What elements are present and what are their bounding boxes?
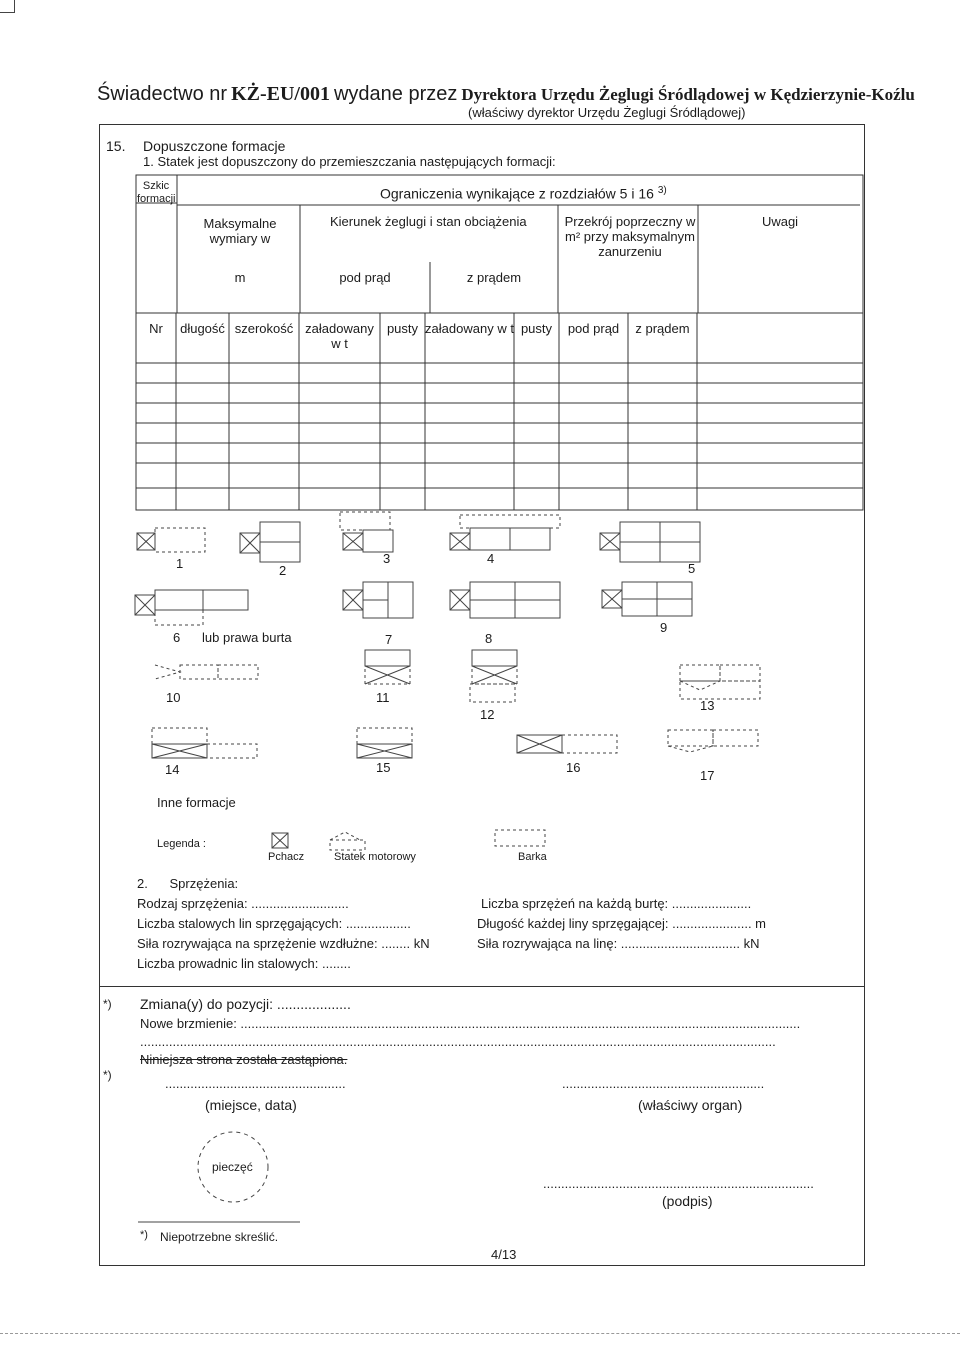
formation-label-13: 13 <box>700 698 715 713</box>
legend-pusher: Pchacz <box>268 851 305 863</box>
section-title: Dopuszczone formacje <box>143 138 286 154</box>
restrictions-text: Ograniczenia wynikające z rozdziałów 5 i 16 <box>380 185 654 202</box>
signature-dots: ........................................................................... <box>543 1176 814 1191</box>
formation-1-sketch <box>137 528 205 552</box>
formation-label-3: 3 <box>383 551 391 566</box>
formation-14-sketch <box>152 728 257 758</box>
formation-label-10: 10 <box>166 690 181 705</box>
remarks-header: Uwagi <box>761 214 799 229</box>
cross-section-header: Przekrój poprzeczny w m² przy maksymalnym zanurzeniu <box>564 214 696 259</box>
formation-label-11: 11 <box>376 690 390 705</box>
legend-barge-sketch <box>495 830 545 846</box>
formation-13-sketch <box>680 665 760 699</box>
couplings-heading: 2. Sprzężenia: <box>137 876 239 891</box>
coupling-type: Rodzaj sprzężenia: ........................... <box>137 896 349 911</box>
formation-label-8: 8 <box>485 631 493 646</box>
formation-label-7: 7 <box>385 632 393 647</box>
direction-header: Kierunek żeglugi i stan obciążenia <box>330 214 527 229</box>
issuer-note: (właściwy dyrektor Urzędu Żeglugi Śródlądowej) <box>468 105 746 120</box>
signature-label: (podpis) <box>662 1193 713 1209</box>
page-number: 4/13 <box>491 1247 517 1262</box>
footnote-text: Niepotrzebne skreślić. <box>160 1230 279 1244</box>
formation-4-sketch <box>450 515 560 550</box>
formation-5-sketch <box>600 522 700 562</box>
sketch-header: Szkic formacji <box>137 180 176 205</box>
legend-motor-sketch <box>330 832 365 850</box>
col-loaded-down: załadowany w t <box>425 321 514 336</box>
col-nr: Nr <box>149 321 163 336</box>
place-date-label: (miejsce, data) <box>205 1097 297 1113</box>
formation-16-sketch <box>517 735 617 753</box>
section-number: 15. <box>106 138 126 154</box>
col-length: długość <box>180 321 225 336</box>
restrictions-sup: 3) <box>657 185 667 196</box>
formation-15-sketch <box>357 728 412 758</box>
organ-dots: ........................................................ <box>562 1076 765 1091</box>
col-cross-down: z prądem <box>635 321 690 336</box>
legend-label: Legenda : <box>157 838 206 850</box>
formation-11-sketch <box>365 650 410 684</box>
unit-m: m <box>234 270 246 285</box>
formation-9-sketch <box>602 582 692 616</box>
formation-label-1: 1 <box>176 556 184 571</box>
title-prefix: Świadectwo nr <box>97 83 228 105</box>
issuer: Dyrektora Urzędu Żeglugi Śródlądowej w Kędzierzynie-Koźlu <box>461 85 915 104</box>
legend-motor-vessel: Statek motorowy <box>334 851 416 863</box>
formation-label-15: 15 <box>376 760 391 775</box>
steel-lines-count: Liczba stalowych lin sprzęgających: .................. <box>137 916 411 931</box>
steel-guides-count: Liczba prowadnic lin stalowych: ........ <box>137 956 351 971</box>
section-item-1: 1. Statek jest dopuszczony do przemieszczania następujących formacji: <box>143 154 556 169</box>
certificate-number: KŻ-EU/001 <box>231 83 330 105</box>
other-formations: Inne formacje <box>157 795 236 810</box>
formation-label-4: 4 <box>487 551 495 566</box>
legend-pusher-sketch <box>272 833 288 848</box>
formation-6-note: lub prawa burta <box>202 630 292 645</box>
col-empty-down: pusty <box>520 321 553 336</box>
max-dims-header: Maksymalne wymiary w <box>203 216 277 246</box>
page-replaced: Niniejsza strona została zastąpiona. <box>140 1052 348 1067</box>
formation-10-sketch <box>155 665 258 679</box>
longitudinal-force: Siła rozrywająca na sprzężenie wzdłużne: ........ kN <box>137 936 430 951</box>
organ-label: (właściwy organ) <box>638 1097 743 1113</box>
section-divider <box>99 986 864 987</box>
col-width: szerokość <box>234 321 294 336</box>
stamp-label: pieczęć <box>212 1160 253 1174</box>
formation-label-5: 5 <box>688 561 696 576</box>
amendment-marker: *) <box>103 997 112 1011</box>
couplings-per-side: Liczba sprzężeń na każdą burtę: ...................... <box>481 896 752 911</box>
place-date-dots: .................................................. <box>165 1076 346 1091</box>
formation-label-9: 9 <box>660 620 668 635</box>
formation-17-sketch <box>668 730 758 752</box>
col-cross-up: pod prąd <box>567 321 620 336</box>
amendment-change: Zmiana(y) do pozycji: ................... <box>140 996 351 1012</box>
amendment-dots-line: ................................................................................................................................................................................ <box>140 1034 776 1049</box>
amendment-marker-2: *) <box>103 1068 112 1082</box>
amendment-new-wording: Nowe brzmienie: ........................................................................................................................................................... <box>140 1016 801 1031</box>
line-force: Siła rozrywająca na linę: ................................. kN <box>477 936 760 951</box>
title-middle: wydane przez <box>333 83 458 105</box>
downstream-header: z prądem <box>466 270 522 285</box>
formation-7-sketch <box>343 582 413 618</box>
formation-3-sketch <box>340 512 393 552</box>
formation-label-14: 14 <box>165 762 180 777</box>
formation-label-6: 6 <box>173 630 181 645</box>
col-empty-up: pusty <box>386 321 419 336</box>
formation-2-sketch <box>240 522 300 562</box>
page-bottom-edge <box>0 1333 960 1334</box>
line-length: Długość każdej liny sprzęgającej: ...................... m <box>477 916 766 931</box>
footnote-marker: *) <box>140 1229 148 1241</box>
formation-label-16: 16 <box>566 760 581 775</box>
formation-label-17: 17 <box>700 768 715 783</box>
formation-8-sketch <box>450 582 560 618</box>
formation-6-sketch <box>135 590 248 625</box>
legend-barge: Barka <box>518 851 547 863</box>
formation-12-sketch <box>470 650 517 702</box>
col-loaded-up: załadowany w t <box>305 321 374 351</box>
formation-label-2: 2 <box>279 563 287 578</box>
upstream-header: pod prąd <box>339 270 391 285</box>
formation-label-12: 12 <box>480 707 495 722</box>
